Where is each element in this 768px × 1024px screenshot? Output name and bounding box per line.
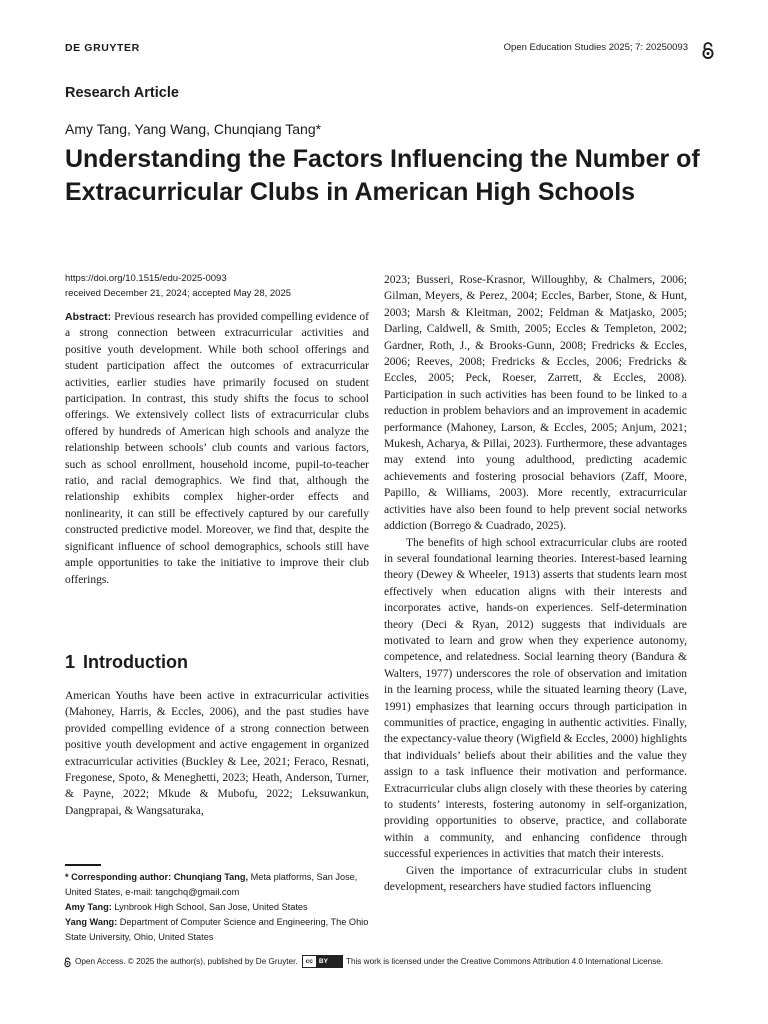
open-access-statement: Open Access. © 2025 the author(s), published by De Gruyter. [75,957,298,966]
cc-badge-label: cc [303,956,316,967]
footnote-amy-label: Amy Tang: [65,902,112,912]
submission-dates: received December 21, 2024; accepted May 28, 2025 [65,288,292,299]
article-title: Understanding the Factors Influencing the Number of Extracurricular Clubs in American High Schools [65,145,700,206]
license-footer [63,955,663,968]
section-number: 1 [65,652,76,672]
publisher-name: DE GRUYTER [65,42,140,54]
abstract-text: Previous research has provided compelling evidence of a strong connection between extracurricular activities and positive youth development. While both school offerings and student participation affect the outcomes of extracurricular activities, earlier studies have primarily focused on student participation. In contrast, this study shifts the focus to school offerings. We extensively collect lists of extracurricular clubs offered by hundreds of American high schools and analyze the relationship between schools’ club counts and various factors, such as school enrollment, household income, pupil-to-teacher ratio, and racial demographics. We find that, although the relationship exhibits complex higher-order effects and nonlinearity, it can still be effectively captured by our carefully constructed predictive model. Moreover, we find that, despite the significant influence of school demographics, schools still have ample opportunities to take the initiative to improve their club offerings. [65,311,369,586]
abstract [65,309,369,588]
footnote-yang-text: Department of Computer Science and Engineering, The Ohio State University, Ohio, United States [65,917,369,942]
abstract-label: Abstract: [65,311,112,323]
footnote-yang-label: Yang Wang: [65,917,118,927]
section-heading [65,652,188,673]
journal-info: Open Education Studies 2025; 7: 20250093 [503,42,688,53]
open-access-icon [63,956,72,968]
footnote-corresponding-label: * Corresponding author: Chunqiang Tang, [65,872,249,882]
body-paragraph-3: Given the importance of extracurricular clubs in student development, researchers have studied factors influencing [384,864,687,894]
open-access-icon [700,40,716,60]
doi-link[interactable]: https://doi.org/10.1515/edu-2025-0093 [65,273,227,284]
cc-by-license-badge[interactable] [302,955,343,968]
body-paragraph-2: The benefits of high school extracurricular clubs are rooted in several foundational learning theories. Interest-based learning theory (Dewey & Wheeler, 1913) asserts that students learn most effectively when education aligns with their interests and incorporates active, hands-on experiences. Self-determination theory (Deci & Ryan, 2012) suggests that individuals are motivated to learn and grow when they experience autonomy, competence, and relatedness. Social learning theory (Bandura & Walters, 1977) underscores the role of observation and imitation in the learning process, while the situated learning theory (Lave, 1991) emphasizes that learning occurs through participation in communities of practice, engaging in authentic activities. Finally, the expectancy-value theory (Wigfield & Eccles, 2000) highlights that individuals’ beliefs about their abilities and the value they assign to a task influence their motivation and performance. Extracurricular clubs align closely with these theories by catering to students’ interests, fostering autonomy in self-organization, providing opportunities to observe, practice, and collaborate within a community, and enhancing confidence through successful experiences in activities that match their interests. [384,536,687,861]
section-title: Introduction [83,652,188,672]
body-paragraph-1: 2023; Busseri, Rose-Krasnor, Willoughby, & Chalmers, 2006; Gilman, Meyers, & Perez, 2004; Eccles, Barber, Stone, & Hunt, 2003; Marsh & Kleitman, 2002; Feldman & Matjasko, 2005; Darling, Caldwell, & Smith, 2005; Eccles & Templeton, 2002; Gardner, Roth, J., & Brooks-Gunn, 2008; Fredricks & Eccles, 2006; Reeves, 2008; Fredricks & Eccles, 2006; Fredricks & Eccles, 2005; Peck, Roeser, Zarrett, & Eccles, 2008). Participation in such activities has been found to be linked to a reduction in problem behaviors and an improvement in academic performance (Mahoney, Larson, & Eccles, 2005; Anjum, 2021; Mukesh, Acharya, & Pillai, 2023). Furthermore, these advantages may extend into young adulthood, predicting academic achievements and fostering prosocial behaviors (Zaff, Moore, Papillo, & Williams, 2003). More recently, extracurricular activities have also been found to help prevent social networks addiction (Borrego & Cuadrado, 2025). [384,274,687,533]
author-list: Amy Tang, Yang Wang, Chunqiang Tang* [65,121,322,137]
footnotes [65,870,371,945]
footnote-corresponding-text: Meta platforms, San Jose, United States, e-mail: tangchq@gmail.com [65,872,358,897]
footnote-yang [65,915,371,945]
footnote-corresponding [65,870,371,900]
intro-paragraph: American Youths have been active in extracurricular activities (Mahoney, Harris, & Eccles, 2006), and the past studies have provided compelling evidence of a strong connection between positive youth development and active engagement in organized extracurricular activities (Buckley & Lee, 2021; Feraco, Resnati, Fregonese, Spoto, & Meneghetti, 2023; Heath, Anderson, Turner, & Payne, 2022; Mkude & Mubofu, 2022; Leksuwankun, Dangprapai, & Wangsaturaka, [65,690,369,817]
right-column [384,272,687,895]
footnote-amy [65,900,371,915]
by-badge-label: BY [316,956,342,967]
license-text: This work is licensed under the Creative Commons Attribution 4.0 International License. [345,957,664,966]
footnote-divider [65,864,101,866]
intro-left-column [65,688,369,819]
article-type: Research Article [65,85,179,101]
footnote-amy-text: Lynbrook High School, San Jose, United States [111,902,308,912]
